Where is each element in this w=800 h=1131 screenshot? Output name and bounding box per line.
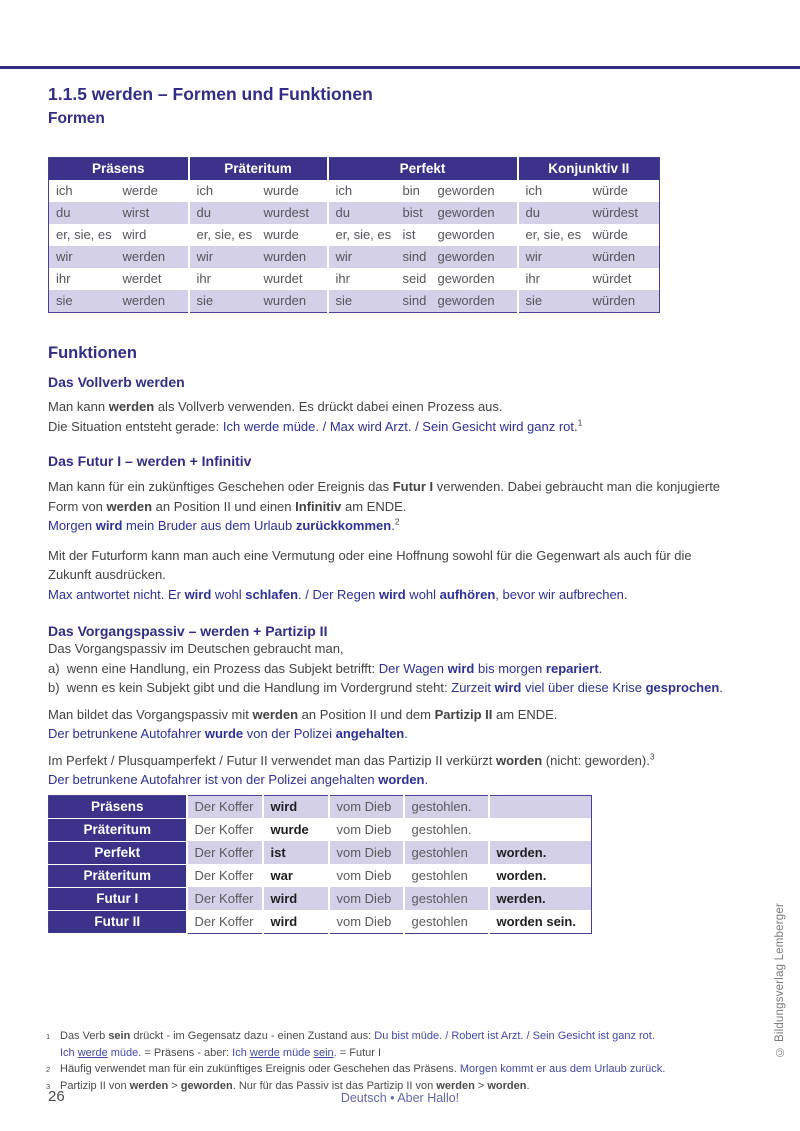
text-run: am ENDE.	[341, 498, 407, 514]
text-run: . / Der Regen	[298, 586, 379, 602]
text-run: gesprochen	[645, 680, 720, 695]
passive-cell: vom Dieb	[329, 795, 404, 818]
conjugation-cell: würden	[586, 246, 660, 268]
tense-label-cell: Perfekt	[49, 841, 187, 864]
text-run: werde	[249, 1046, 280, 1059]
text-run: wird	[184, 586, 212, 602]
text-run: an Position II und dem	[298, 706, 435, 722]
text-run: Die Situation entsteht gerade:	[48, 418, 223, 434]
conjugation-cell: wird	[122, 227, 147, 243]
passive-cell: gestohlen	[404, 841, 489, 864]
text-run: drückt - im Gegensatz dazu - einen Zustand aus:	[130, 1030, 375, 1042]
conjugation-cell: wirst	[116, 202, 189, 224]
text-run: 3	[649, 751, 655, 762]
subsection-heading-futur1: Das Futur I – werden + Infinitiv	[48, 453, 252, 469]
passive-cell: war	[263, 864, 329, 887]
conjugation-cell: würden	[586, 290, 660, 313]
conjugation-cell: würde	[592, 227, 628, 243]
page-number: 26	[48, 1088, 65, 1105]
conjugation-cell: ihr	[328, 268, 396, 290]
passive-cell: gestohlen.	[404, 795, 489, 818]
text-run: , bevor wir aufbrechen.	[495, 586, 628, 602]
section-heading-formen: Formen	[48, 110, 105, 127]
conjugation-cell: geworden	[431, 290, 518, 313]
conjugation-cell: er, sie, es	[189, 224, 257, 246]
passive-cell: gestohlen	[404, 910, 489, 933]
conjugation-row	[49, 246, 660, 268]
text-run: wurde	[204, 726, 244, 741]
text-run: Man kann	[48, 399, 109, 414]
conjugation-cell: geworden	[431, 202, 518, 224]
text-run: Der Wagen	[378, 660, 448, 676]
paragraph-passiv-perfekt	[48, 751, 762, 790]
text-run: werden	[436, 1079, 475, 1092]
passive-cell: Der Koffer	[187, 795, 263, 818]
passive-cell: worden.	[489, 841, 592, 864]
conjugation-cell: würdet	[592, 271, 632, 287]
conjugation-cell: ich	[189, 180, 257, 202]
text-run: Der betrunkene Autofahrer ist von der Polizei angehalten	[48, 772, 379, 787]
text-run: wird	[378, 586, 406, 602]
conjugation-cell: würde	[592, 183, 628, 199]
conjugation-cell: wir	[518, 246, 586, 268]
text-run: = Präsens - aber:	[141, 1046, 233, 1059]
conjugation-row	[49, 202, 660, 224]
paragraph-futur1-vermutung	[48, 546, 762, 605]
passive-cell: vom Dieb	[329, 841, 404, 864]
text-run: .	[526, 1079, 530, 1092]
text-run: Ich werde müde. / Max wird Arzt. / Sein Gesicht wird ganz rot.	[222, 418, 578, 434]
text-run: wird	[95, 518, 123, 533]
text-run: als Vollverb verwenden. Es drückt dabei einen Prozess aus.	[154, 399, 503, 414]
text-run: Ich	[60, 1046, 78, 1059]
paragraph-passiv-bildung	[48, 705, 762, 744]
passive-row	[49, 887, 592, 910]
text-line-example	[48, 724, 762, 744]
list-item-a	[48, 659, 762, 679]
conjugation-cell: er, sie, es	[518, 224, 586, 246]
conjugation-cell: geworden	[437, 183, 495, 199]
passive-cell: vom Dieb	[329, 910, 404, 933]
conjugation-header-row	[49, 158, 660, 181]
column-header: Perfekt	[328, 158, 518, 181]
footnote-2	[46, 1061, 756, 1078]
text-run: müde.	[107, 1046, 142, 1059]
conjugation-cell: du	[189, 202, 257, 224]
conjugation-cell: geworden	[431, 246, 518, 268]
text-run: Partizip II	[434, 706, 493, 722]
conjugation-row	[49, 224, 660, 246]
text-run: .	[598, 660, 603, 676]
conjugation-cell: du	[328, 202, 396, 224]
text-run: geworden	[180, 1079, 233, 1092]
passive-cell: vom Dieb	[329, 864, 404, 887]
passive-cell: worden.	[489, 864, 592, 887]
passive-cell: gestohlen	[404, 887, 489, 910]
footnote-text	[60, 1028, 756, 1061]
conjugation-cell: ich	[56, 183, 73, 199]
footnote-text	[60, 1061, 756, 1078]
text-run: Partizip II von	[60, 1079, 130, 1092]
conjugation-cell: du	[518, 202, 586, 224]
passive-cell: vom Dieb	[329, 818, 404, 841]
passive-cell: wird	[263, 887, 329, 910]
passive-cell: wird	[263, 910, 329, 933]
conjugation-cell: er, sie, es	[328, 224, 396, 246]
passive-cell	[489, 818, 592, 841]
text-run: an Position II und einen	[152, 498, 296, 514]
footnote-marker: 1	[46, 1032, 51, 1041]
text-line	[48, 546, 762, 566]
text-run: werden	[252, 706, 299, 722]
text-run: Morgen	[48, 518, 96, 533]
paragraph-passiv-intro	[48, 639, 762, 659]
text-run: wird	[494, 680, 522, 695]
tense-label-cell: Präteritum	[49, 864, 187, 887]
text-run: müde	[279, 1046, 314, 1059]
text-line-example	[48, 585, 762, 605]
conjugation-cell: seid	[402, 271, 427, 287]
tense-label-cell: Futur II	[49, 910, 187, 933]
text-run: angehalten	[335, 726, 405, 741]
passive-cell: Der Koffer	[187, 887, 263, 910]
tense-label-cell: Futur I	[49, 887, 187, 910]
passive-cell: wird	[263, 795, 329, 818]
passive-row	[49, 864, 592, 887]
conjugation-cell: bin	[402, 183, 420, 199]
conjugation-cell: ihr	[56, 271, 71, 287]
text-run: . Nur für das Passiv ist das Partizip II von	[232, 1079, 437, 1092]
footnotes	[46, 1028, 756, 1094]
passive-row	[49, 841, 592, 864]
text-run: (nicht: geworden).	[542, 752, 650, 768]
text-line	[48, 397, 762, 417]
passive-row	[49, 910, 592, 933]
page-title: 1.1.5 werden – Formen und Funktionen	[48, 84, 373, 104]
text-run: .	[404, 726, 408, 741]
conjugation-cell: wurden	[257, 290, 328, 313]
text-run: 1	[577, 417, 583, 428]
passive-cell: werden.	[489, 887, 592, 910]
text-run: sein	[313, 1046, 334, 1059]
conjugation-cell: bist	[396, 202, 431, 224]
conjugation-cell: wurden	[257, 246, 328, 268]
text-run: a) wenn eine Handlung, ein Prozess das Subjekt betrifft:	[48, 660, 379, 676]
subsection-heading-passiv: Das Vorgangspassiv – werden + Partizip II	[48, 623, 328, 639]
footnote-1	[46, 1028, 756, 1061]
conjugation-cell: wurdest	[257, 202, 328, 224]
text-run: worden	[378, 772, 425, 787]
text-line	[48, 705, 762, 725]
conjugation-row	[49, 268, 660, 290]
text-run: .	[719, 680, 723, 695]
passive-cell: Der Koffer	[187, 818, 263, 841]
text-run: = Futur I	[336, 1046, 382, 1059]
footnote-marker: 3	[46, 1081, 51, 1091]
text-run: Morgen kommt er aus dem Urlaub zurück.	[459, 1063, 666, 1075]
text-line	[48, 751, 762, 771]
text-run: Ich	[232, 1046, 250, 1059]
text-run: schlafen	[245, 586, 299, 602]
subsection-heading-vollverb: Das Vollverb werden	[48, 374, 185, 390]
conjugation-cell: ihr	[189, 268, 257, 290]
conjugation-cell: wir	[328, 246, 396, 268]
conjugation-cell: werde	[122, 183, 158, 199]
passive-cell: worden sein.	[489, 910, 592, 933]
conjugation-cell: du	[49, 202, 116, 224]
passive-cell: wurde	[263, 818, 329, 841]
top-rule	[0, 66, 800, 69]
text-line	[48, 497, 762, 517]
text-run: worden	[487, 1079, 527, 1092]
text-run: viel über diese Krise	[521, 680, 646, 695]
conjugation-cell: sie	[49, 290, 116, 313]
text-run: Futur I	[392, 479, 434, 494]
text-run: >	[474, 1079, 488, 1092]
passive-row	[49, 795, 592, 818]
text-run: mein Bruder aus dem Urlaub	[122, 518, 296, 533]
list-item-b	[48, 678, 762, 698]
text-line	[48, 565, 762, 585]
passive-cell: gestohlen	[404, 864, 489, 887]
text-line-example	[48, 417, 762, 437]
passive-cell	[489, 795, 592, 818]
text-line	[48, 477, 762, 497]
passive-cell: vom Dieb	[329, 887, 404, 910]
text-run: repariert	[545, 660, 599, 676]
conjugation-cell: wurdet	[263, 271, 303, 287]
passive-table	[48, 795, 592, 934]
conjugation-cell: wurde	[263, 183, 299, 199]
footnote-marker: 2	[46, 1065, 51, 1074]
text-run: werden	[106, 498, 153, 514]
text-run: zurückkommen	[295, 518, 392, 533]
text-run: Mit der Futurform kann man auch eine Vermutung oder eine Hoffnung sowohl für die Gegenwart als auch für die	[48, 547, 692, 563]
text-run: bis morgen	[474, 660, 546, 676]
conjugation-cell: wir	[189, 246, 257, 268]
text-run: Man kann für ein zukünftiges Geschehen oder Ereignis das	[48, 479, 393, 494]
text-run: Im Perfekt / Plusquamperfekt / Futur II verwendet man das Partizip II verkürzt	[48, 752, 496, 768]
content	[48, 84, 762, 934]
conjugation-cell: wurde	[263, 227, 299, 243]
conjugation-cell: ich	[518, 180, 586, 202]
conjugation-cell: sie	[518, 290, 586, 313]
text-run: Zurzeit	[451, 680, 495, 695]
text-run: Zukunft ausdrücken.	[48, 567, 166, 582]
paragraph-vollverb	[48, 397, 762, 436]
passive-cell: gestohlen.	[404, 818, 489, 841]
copyright-vertical: © Bildungsverlag Lemberger	[774, 903, 786, 1058]
column-header: Präsens	[49, 158, 189, 181]
tense-label-cell: Präsens	[49, 795, 187, 818]
text-run: wird	[447, 660, 475, 676]
conjugation-cell: sind	[396, 246, 431, 268]
text-run: Du bist müde. / Robert ist Arzt. / Sein Gesicht ist ganz rot.	[374, 1030, 655, 1042]
text-run: Max antwortet nicht. Er	[48, 586, 185, 602]
text-run: werden	[129, 1079, 169, 1092]
text-run: werden	[108, 399, 155, 414]
text-run: .	[333, 1046, 337, 1059]
conjugation-cell: ihr	[518, 268, 586, 290]
text-run: am ENDE.	[492, 706, 558, 722]
text-run: .	[424, 772, 429, 787]
conjugation-cell: er, sie, es	[56, 227, 112, 243]
text-run: wohl	[405, 586, 440, 602]
passive-cell: Der Koffer	[187, 841, 263, 864]
conjugation-row	[49, 180, 660, 202]
text-run: werde	[77, 1046, 108, 1059]
column-header: Konjunktiv II	[518, 158, 660, 181]
conjugation-cell: werden	[116, 290, 189, 313]
passive-cell: ist	[263, 841, 329, 864]
passive-row	[49, 818, 592, 841]
text-run: Das Verb	[60, 1030, 109, 1042]
conjugation-cell: wir	[49, 246, 116, 268]
conjugation-cell: ich	[328, 180, 396, 202]
passive-cell: Der Koffer	[187, 910, 263, 933]
footer-title: Deutsch • Aber Hallo!	[340, 1091, 460, 1105]
text-run: wohl	[211, 586, 246, 602]
conjugation-row	[49, 290, 660, 313]
conjugation-cell: geworden	[437, 271, 495, 287]
text-run: Häufig verwendet man für ein zukünftiges Ereignis oder Geschehen das Präsens.	[60, 1063, 460, 1075]
text-run: sein	[108, 1030, 131, 1042]
paragraph-futur1-rule	[48, 477, 762, 536]
conjugation-cell: werden	[116, 246, 189, 268]
text-run: Der betrunkene Autofahrer	[48, 726, 205, 741]
text-run: von der Polizei	[243, 726, 336, 741]
text-line-example	[48, 770, 762, 790]
text-line-example	[48, 516, 762, 536]
tense-label-cell: Präteritum	[49, 818, 187, 841]
text-run: Form von	[48, 498, 107, 514]
conjugation-cell: geworden	[437, 227, 495, 243]
text-run: Man bildet das Vorgangspassiv mit	[48, 706, 253, 722]
conjugation-cell: werdet	[122, 271, 162, 287]
text-run: verwenden. Dabei gebraucht man die konjugierte	[433, 479, 721, 494]
column-header: Präteritum	[189, 158, 328, 181]
text-run: aufhören	[439, 586, 496, 602]
passive-cell: Der Koffer	[187, 864, 263, 887]
text-run: 2	[394, 516, 400, 527]
conjugation-table	[48, 157, 660, 313]
text-run: Das Vorgangspassiv im Deutschen gebraucht man,	[48, 641, 344, 656]
text-run: worden	[495, 752, 543, 768]
text-run: .	[391, 518, 395, 533]
conjugation-cell: sind	[396, 290, 431, 313]
text-run: b) wenn es kein Subjekt gibt und die Handlung im Vordergrund steht:	[48, 680, 452, 695]
conjugation-cell: sie	[328, 290, 396, 313]
text-run: >	[168, 1079, 181, 1092]
section-heading-funktionen: Funktionen	[48, 344, 137, 362]
conjugation-cell: ist	[402, 227, 416, 243]
text-run: Infinitiv	[295, 498, 342, 514]
conjugation-cell: würdest	[586, 202, 660, 224]
conjugation-cell: sie	[189, 290, 257, 313]
